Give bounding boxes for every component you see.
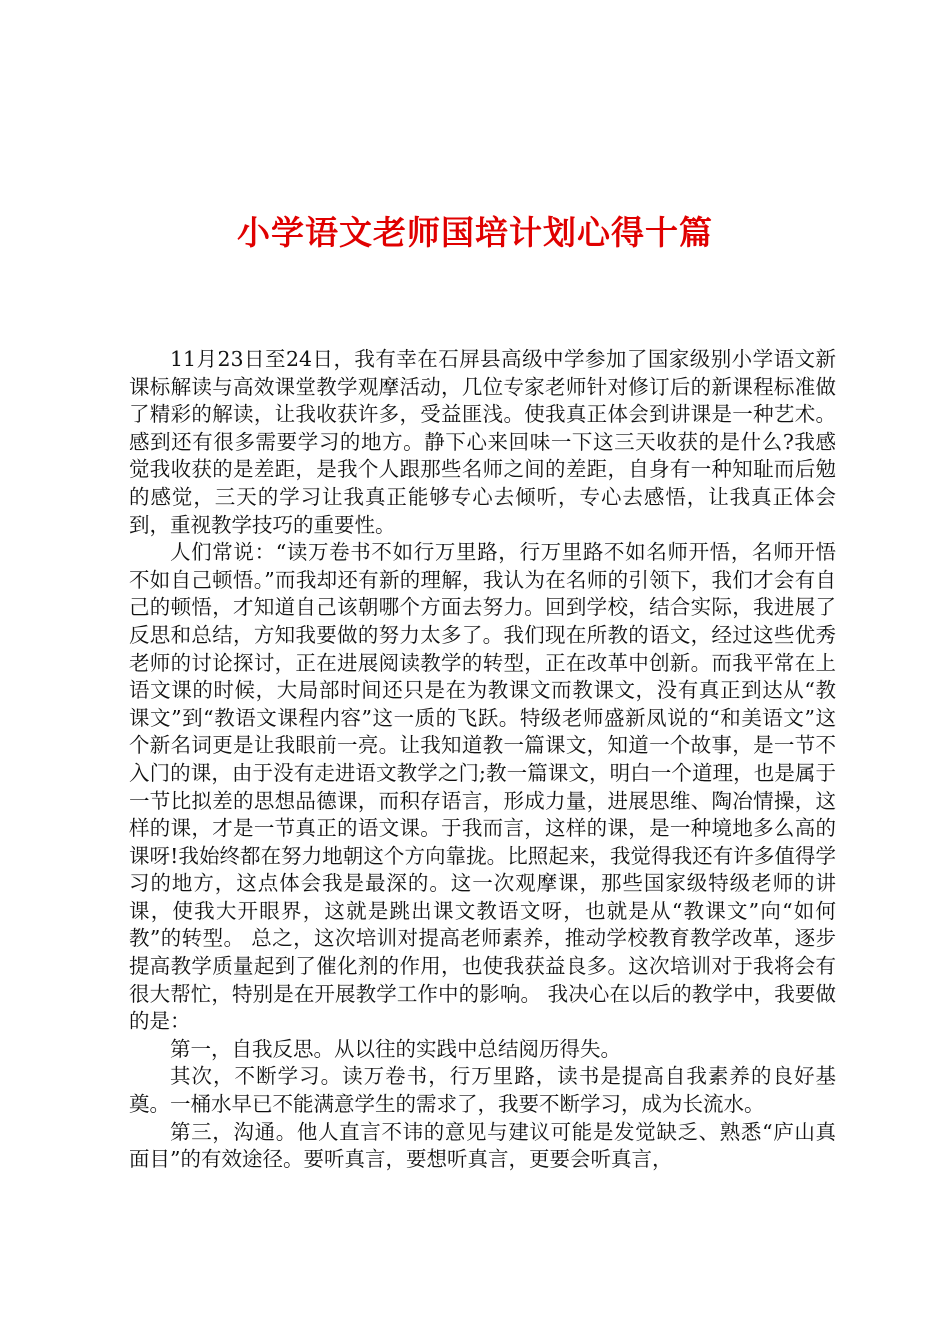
paragraph: 人们常说：“读万卷书不如行万里路，行万里路不如名师开悟，名师开悟不如自己顿悟。”而我却还有新的理解，我认为在名师的引领下，我们才会有自己的顿悟，才知道自己该朝哪个方面去努力。回到学校，结合实际，我进展了反思和总结，方知我要做的努力太多了。我们现在所教的语文，经过这些优秀老师的讨论探讨，正在进展阅读教学的转型，正在改革中创新。而我平常在上语文课的时候，大局部时间还只是在为教课文而教课文，没有真正到达从“教课文”到“教语文课程内容”这一质的飞跃。特级老师盛新凤说的“和美语文”这个新名词更是让我眼前一亮。让我知道教一篇课文，知道一个故事，是一节不入门的课，由于没有走进语文教学之门;教一篇课文，明白一个道理，也是属于一节比拟差的思想品德课，而积存语言，形成力量，进展思维、陶冶情操，这样的课，才是一节真正的语文课。于我而言，这样的课，是一种境地多么高的课呀!我始终都在努力地朝这个方向靠拢。比照起来，我觉得我还有许多值得学习的地方，这点体会我是最深的。这一次观摩课，那些国家级特级老师的讲课，使我大开眼界，这就是跳出课文教语文呀，也就是从“教课文”向“如何教”的转型。 总之，这次培训对提高老师素养，推动学校教育教学改革，逐步提高教学质量起到了催化剂的作用，也使我获益良多。这次培训对于我将会有很大帮忙，特别是在开展教学工作中的影响。 我决心在以后的教学中，我要做的是： bbox=[129, 540, 836, 1034]
paragraph: 第三，沟通。他人直言不讳的意见与建议可能是发觉缺乏、熟悉“庐山真面目”的有效途径。要听真言，要想听真言，更要会听真言， bbox=[129, 1119, 836, 1172]
paragraph: 11月23日至24日，我有幸在石屏县高级中学参加了国家级别小学语文新课标解读与高效课堂教学观摩活动，几位专家老师针对修订后的新课程标准做了精彩的解读，让我收获许多，受益匪浅。使我真正体会到讲课是一种艺术。感到还有很多需要学习的地方。静下心来回味一下这三天收获的是什么?我感觉我收获的是差距，是我个人跟那些名师之间的差距，自身有一种知耻而后勉的感觉，三天的学习让我真正能够专心去倾听，专心去感悟，让我真正体会到，重视教学技巧的重要性。 bbox=[129, 347, 836, 537]
document-title: 小学语文老师国培计划心得十篇 bbox=[237, 213, 713, 252]
paragraph: 其次，不断学习。读万卷书，行万里路，读书是提高自我素养的良好基奠。一桶水早已不能满意学生的需求了，我要不断学习，成为长流水。 bbox=[129, 1064, 836, 1117]
document-body bbox=[129, 346, 836, 1174]
paragraph: 第一，自我反思。从以往的实践中总结阅历得失。 bbox=[170, 1036, 621, 1061]
